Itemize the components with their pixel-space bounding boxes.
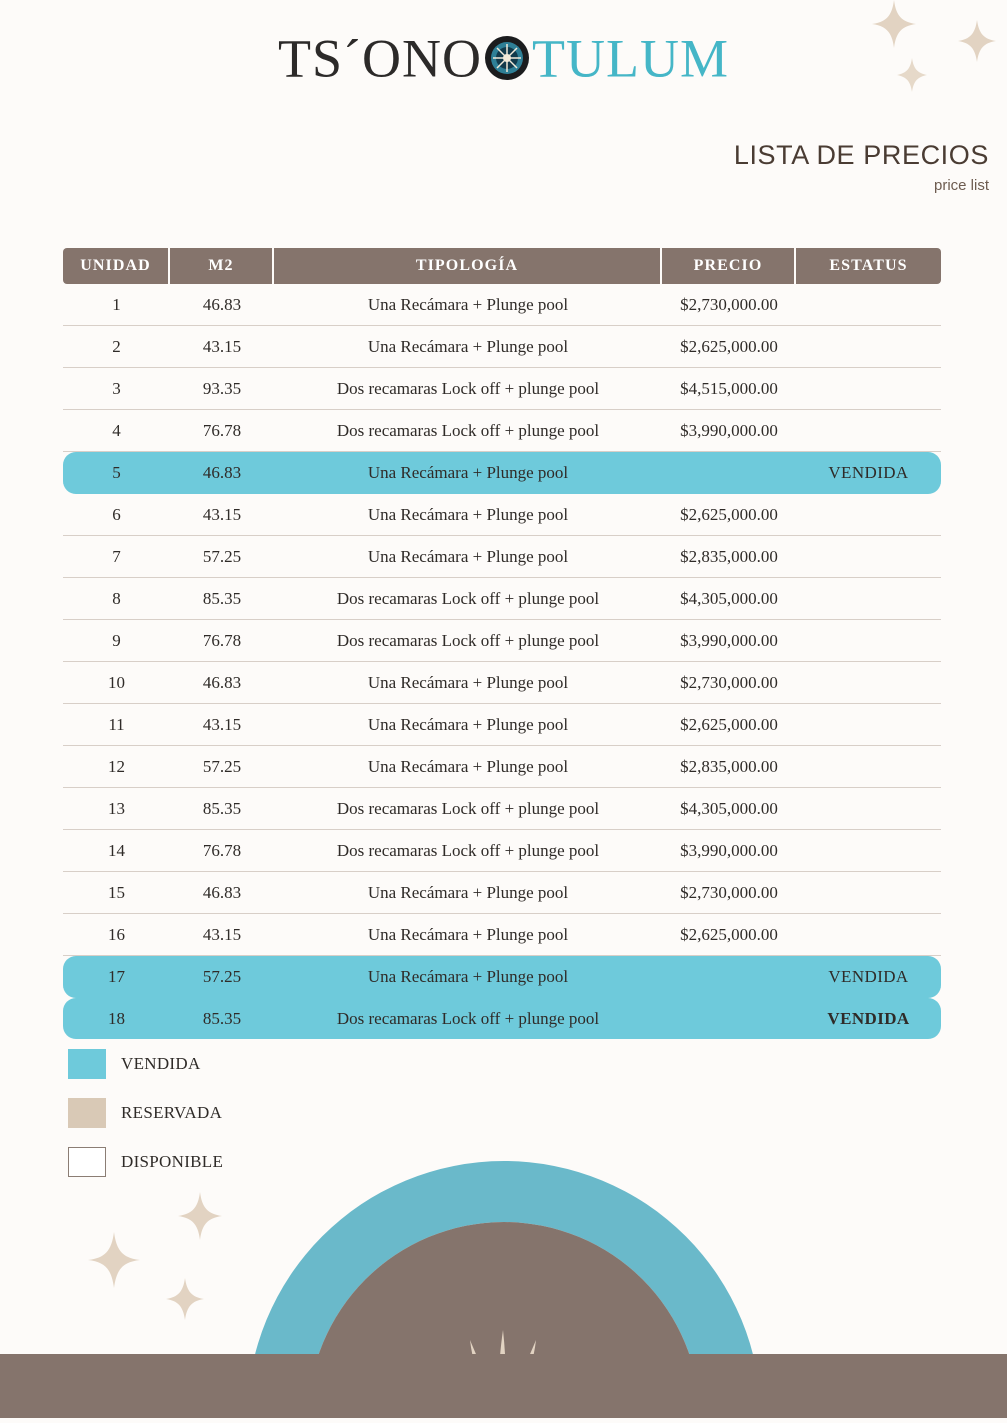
cell-precio: [662, 998, 796, 1039]
cell-tipologia: Dos recamaras Lock off + plunge pool: [274, 368, 662, 410]
brand-name-right: TULUM: [532, 28, 729, 89]
table-row: [63, 788, 941, 830]
cell-unidad: 7: [63, 536, 170, 578]
cell-m2: 46.83: [170, 662, 274, 704]
cell-tipologia: Una Recámara + Plunge pool: [274, 956, 662, 998]
table-row: [63, 704, 941, 746]
cell-estatus: VENDIDA: [796, 956, 941, 998]
legend-item: [68, 1144, 223, 1180]
column-header-unidad: UNIDAD: [63, 248, 170, 284]
cell-estatus: [796, 620, 941, 662]
cell-precio: $2,730,000.00: [662, 662, 796, 704]
legend-label-reservada: RESERVADA: [121, 1103, 223, 1122]
table-row: [63, 284, 941, 326]
legend-swatch-reservada: [68, 1098, 106, 1128]
cell-precio: $3,990,000.00: [662, 410, 796, 452]
cell-estatus: [796, 494, 941, 536]
cell-unidad: 3: [63, 368, 170, 410]
cell-unidad: 11: [63, 704, 170, 746]
cell-precio: $2,730,000.00: [662, 872, 796, 914]
cell-estatus: [796, 872, 941, 914]
cell-estatus: [796, 914, 941, 956]
table-row: [63, 914, 941, 956]
cell-estatus: VENDIDA: [796, 998, 941, 1039]
page-title-block: [734, 140, 989, 194]
cell-estatus: [796, 368, 941, 410]
legend-item: [68, 1095, 223, 1131]
cell-tipologia: Dos recamaras Lock off + plunge pool: [274, 578, 662, 620]
cell-estatus: [796, 284, 941, 326]
cell-precio: $4,305,000.00: [662, 788, 796, 830]
cell-estatus: VENDIDA: [796, 452, 941, 494]
table-row: [63, 536, 941, 578]
cell-unidad: 9: [63, 620, 170, 662]
sparkle-icon: [88, 1232, 140, 1288]
cell-tipologia: Una Recámara + Plunge pool: [274, 662, 662, 704]
cell-tipologia: Dos recamaras Lock off + plunge pool: [274, 410, 662, 452]
table-row: [63, 872, 941, 914]
legend-item: [68, 1046, 223, 1082]
cell-estatus: [796, 326, 941, 368]
cell-m2: 43.15: [170, 326, 274, 368]
cell-tipologia: Una Recámara + Plunge pool: [274, 914, 662, 956]
column-header-precio: PRECIO: [662, 248, 796, 284]
cell-precio: $3,990,000.00: [662, 830, 796, 872]
table-row: [63, 326, 941, 368]
cell-m2: 85.35: [170, 578, 274, 620]
cell-precio: $3,990,000.00: [662, 620, 796, 662]
table-row: [63, 662, 941, 704]
cell-m2: 76.78: [170, 830, 274, 872]
cell-unidad: 13: [63, 788, 170, 830]
cell-m2: 85.35: [170, 788, 274, 830]
cell-estatus: [796, 662, 941, 704]
table-row: [63, 452, 941, 494]
cell-unidad: 5: [63, 452, 170, 494]
cell-m2: 57.25: [170, 746, 274, 788]
cell-precio: $4,305,000.00: [662, 578, 796, 620]
cell-unidad: 16: [63, 914, 170, 956]
cell-precio: $4,515,000.00: [662, 368, 796, 410]
cell-precio: $2,835,000.00: [662, 536, 796, 578]
table-row: [63, 998, 941, 1039]
legend-label-vendida: VENDIDA: [121, 1054, 201, 1073]
cell-tipologia: Dos recamaras Lock off + plunge pool: [274, 830, 662, 872]
cell-m2: 76.78: [170, 620, 274, 662]
cell-unidad: 15: [63, 872, 170, 914]
cell-estatus: [796, 830, 941, 872]
cell-estatus: [796, 536, 941, 578]
cell-tipologia: Una Recámara + Plunge pool: [274, 536, 662, 578]
legend-swatch-disponible: [68, 1147, 106, 1177]
cell-tipologia: Una Recámara + Plunge pool: [274, 452, 662, 494]
table-row: [63, 410, 941, 452]
cell-unidad: 10: [63, 662, 170, 704]
cell-tipologia: Una Recámara + Plunge pool: [274, 326, 662, 368]
table-row: [63, 746, 941, 788]
legend-swatch-vendida: [68, 1049, 106, 1079]
cell-precio: $2,625,000.00: [662, 914, 796, 956]
legend: [68, 1046, 223, 1193]
table-row: [63, 578, 941, 620]
sparkle-icon: [178, 1192, 222, 1240]
cell-unidad: 4: [63, 410, 170, 452]
cell-unidad: 1: [63, 284, 170, 326]
cell-m2: 76.78: [170, 410, 274, 452]
table-row: [63, 494, 941, 536]
cell-estatus: [796, 788, 941, 830]
cell-tipologia: Dos recamaras Lock off + plunge pool: [274, 788, 662, 830]
brand-name-left: TS´ONO: [278, 28, 482, 89]
cell-unidad: 2: [63, 326, 170, 368]
cell-m2: 43.15: [170, 704, 274, 746]
cell-m2: 85.35: [170, 998, 274, 1039]
cell-unidad: 6: [63, 494, 170, 536]
cell-precio: [662, 452, 796, 494]
cell-tipologia: Una Recámara + Plunge pool: [274, 494, 662, 536]
cell-unidad: 17: [63, 956, 170, 998]
cell-precio: $2,730,000.00: [662, 284, 796, 326]
cell-unidad: 8: [63, 578, 170, 620]
sparkle-icon: [166, 1278, 204, 1320]
cell-estatus: [796, 704, 941, 746]
cell-m2: 43.15: [170, 494, 274, 536]
price-list-table: [63, 248, 941, 1039]
cell-m2: 46.83: [170, 452, 274, 494]
cell-tipologia: Dos recamaras Lock off + plunge pool: [274, 998, 662, 1039]
brand-logo: [0, 22, 1007, 94]
table-header-row: [63, 248, 941, 284]
column-header-estatus: ESTATUS: [796, 248, 941, 284]
cell-m2: 43.15: [170, 914, 274, 956]
cell-tipologia: Dos recamaras Lock off + plunge pool: [274, 620, 662, 662]
cell-m2: 46.83: [170, 284, 274, 326]
cell-precio: [662, 956, 796, 998]
page-title: LISTA DE PRECIOS: [733, 140, 989, 170]
cell-unidad: 12: [63, 746, 170, 788]
cell-unidad: 14: [63, 830, 170, 872]
cell-precio: $2,625,000.00: [662, 704, 796, 746]
sun-emblem-icon: [484, 35, 530, 81]
cell-estatus: [796, 410, 941, 452]
cell-m2: 57.25: [170, 956, 274, 998]
cell-tipologia: Una Recámara + Plunge pool: [274, 284, 662, 326]
cell-tipologia: Una Recámara + Plunge pool: [274, 746, 662, 788]
cell-m2: 57.25: [170, 536, 274, 578]
cell-precio: $2,835,000.00: [662, 746, 796, 788]
cell-precio: $2,625,000.00: [662, 494, 796, 536]
cell-precio: $2,625,000.00: [662, 326, 796, 368]
page-subtitle: price list: [933, 177, 989, 194]
table-row: [63, 368, 941, 410]
column-header-m2: M2: [170, 248, 274, 284]
cell-estatus: [796, 578, 941, 620]
cell-estatus: [796, 746, 941, 788]
cell-m2: 46.83: [170, 872, 274, 914]
legend-label-disponible: DISPONIBLE: [121, 1152, 224, 1171]
table-row: [63, 620, 941, 662]
column-header-tipologia: TIPOLOGÍA: [274, 248, 662, 284]
cell-tipologia: Una Recámara + Plunge pool: [274, 872, 662, 914]
cell-m2: 93.35: [170, 368, 274, 410]
cell-unidad: 18: [63, 998, 170, 1039]
cell-tipologia: Una Recámara + Plunge pool: [274, 704, 662, 746]
table-row: [63, 830, 941, 872]
table-row: [63, 956, 941, 998]
